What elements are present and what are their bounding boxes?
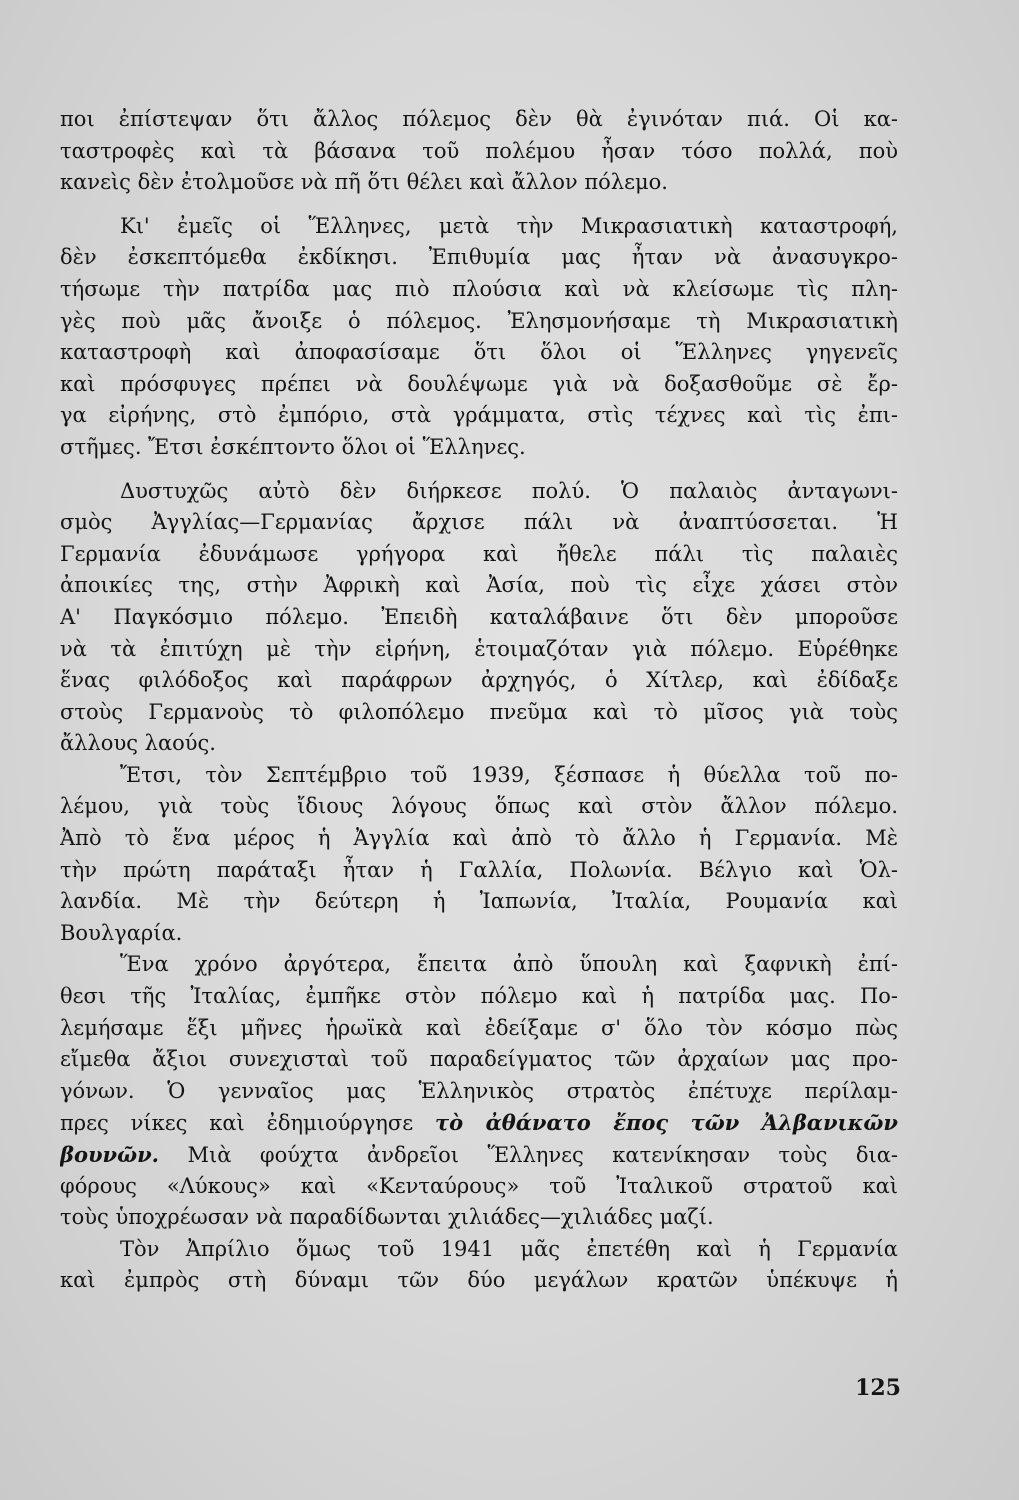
text-line: Κι' ἐμεῖς οἱ Ἕλληνες, μετὰ τὴν Μικρασιατικὴ καταστροφή, [120, 213, 898, 238]
text-line: ποι ἐπίστεψαν ὅτι ἄλλος πόλεμος δὲν θὰ ἐγινόταν πιά. Οἱ κα- [60, 107, 898, 131]
text-line: καὶ ἐμπρὸς στὴ δύναμι τῶν δύο μεγάλων κρατῶν ὑπέκυψε ἡ [60, 1268, 898, 1293]
text-line: λέμου, γιὰ τοὺς ἴδιους λόγους ὅπως καὶ στὸν ἄλλον πόλεμο. [60, 794, 898, 819]
text-line: λανδία. Μὲ τὴν δεύτερη ἡ Ἰαπωνία, Ἰταλία, Ρουμανία καὶ [60, 889, 898, 914]
text-line: κανεὶς δὲν ἐτολμοῦσε νὰ πῆ ὅτι θέλει καὶ ἄλλον πόλεμο. [60, 170, 668, 195]
emphasized-phrase: βουνῶν. [60, 1142, 159, 1167]
text-line [60, 1139, 898, 1171]
text-run: πρες νίκες καὶ ἐδημιούργησε [60, 1111, 435, 1136]
text-line: τὴν πρώτη παράταξι ἦταν ἡ Γαλλία, Πολωνία. Βέλγιο καὶ Ὁλ- [60, 857, 898, 882]
text-line: Α' Παγκόσμιο πόλεμο. Ἐπειδὴ καταλάβαινε ὅτι δὲν μποροῦσε [60, 604, 898, 629]
text-line: ἄλλους λαούς. [60, 731, 216, 756]
text-line: εἴμεθα ἄξιοι συνεχισταὶ τοῦ παραδείγματος τῶν ἀρχαίων μας προ- [60, 1047, 898, 1072]
text-line: Ἀπὸ τὸ ἕνα μέρος ἡ Ἀγγλία καὶ ἀπὸ τὸ ἄλλο ἡ Γερμανία. Μὲ [60, 826, 898, 851]
text-line: τήσωμε τὴν πατρίδα μας πιὸ πλούσια καὶ νὰ κλείσωμε τὶς πλη- [60, 276, 898, 301]
text-line: γα εἰρήνης, στὸ ἐμπόριο, στὰ γράμματα, στὶς τέχνες καὶ τὶς ἐπι- [60, 403, 898, 428]
text-line: Βουλγαρία. [60, 920, 183, 945]
text-line: Ἕνα χρόνο ἀργότερα, ἔπειτα ἀπὸ ὕπουλη καὶ ξαφνικὴ ἐπί- [120, 952, 898, 977]
text-line: στοὺς Γερμανοὺς τὸ φιλοπόλεμο πνεῦμα καὶ τὸ μῖσος γιὰ τοὺς [60, 699, 898, 724]
text-line: δὲν ἐσκεπτόμεθα ἐκδίκησι. Ἐπιθυμία μας ἦταν νὰ ἀνασυγκρο- [60, 245, 898, 270]
text-line: φόρους «Λύκους» καὶ «Κενταύρους» τοῦ Ἰταλικοῦ στρατοῦ καὶ [60, 1173, 898, 1198]
text-line [60, 1107, 898, 1139]
text-line: Τὸν Ἀπρίλιο ὅμως τοῦ 1941 μᾶς ἐπετέθη καὶ ἡ Γερμανία [120, 1236, 898, 1261]
text-line: γόνων. Ὁ γενναῖος μας Ἑλληνικὸς στρατὸς ἐπέτυχε περίλαμ- [60, 1078, 898, 1103]
page-number: 125 [855, 1375, 901, 1401]
text-line: καὶ πρόσφυγες πρέπει νὰ δουλέψωμε γιὰ νὰ δοξασθοῦμε σὲ ἔρ- [60, 371, 898, 396]
text-line: νὰ τὰ ἐπιτύχη μὲ τὴν εἰρήνη, ἑτοιμαζόταν γιὰ πόλεμο. Εὑρέθηκε [60, 636, 898, 661]
text-line: Ἔτσι, τὸν Σεπτέμβριο τοῦ 1939, ξέσπασε ἡ θύελλα τοῦ πο- [120, 762, 898, 787]
body-text [60, 104, 898, 1297]
text-line: στῆμες. Ἔτσι ἐσκέπτοντο ὅλοι οἱ Ἕλληνες. [60, 434, 526, 459]
text-line: ἕνας φιλόδοξος καὶ παράφρων ἀρχηγός, ὁ Χίτλερ, καὶ ἐδίδαξε [60, 668, 898, 693]
text-line: Δυστυχῶς αὐτὸ δὲν διήρκεσε πολύ. Ὁ παλαιὸς ἀνταγωνι- [120, 478, 898, 503]
text-line: καταστροφὴ καὶ ἀποφασίσαμε ὅτι ὅλοι οἱ Ἕλληνες γηγενεῖς [60, 340, 898, 365]
text-line: ταστροφὲς καὶ τὰ βάσανα τοῦ πολέμου ἦσαν τόσο πολλά, ποὺ [60, 138, 898, 163]
text-line: σμὸς Ἀγγλίας—Γερμανίας ἄρχισε πάλι νὰ ἀναπτύσσεται. Ἡ [60, 510, 898, 535]
text-line: τοὺς ὑποχρέωσαν νὰ παραδίδωνται χιλιάδες—χιλιάδες μαζί. [60, 1205, 714, 1230]
text-line: λεμήσαμε ἕξι μῆνες ἡρωϊκὰ καὶ ἐδείξαμε σ' ὅλο τὸν κόσμο πὼς [60, 1015, 898, 1040]
text-line: θεσι τῆς Ἰταλίας, ἐμπῆκε στὸν πόλεμο καὶ ἡ πατρίδα μας. Πο- [60, 984, 898, 1009]
text-run: Μιὰ φούχτα ἀνδρεῖοι Ἕλληνες κατενίκησαν τοὺς δια- [158, 1143, 898, 1167]
text-line: Γερμανία ἐδυνάμωσε γρήγορα καὶ ἤθελε πάλι τὶς παλαιὲς [60, 541, 898, 566]
emphasized-phrase: τὸ ἀθάνατο ἔπος τῶν Ἀλβανικῶν [434, 1110, 898, 1136]
text-line: ἀποικίες της, στὴν Ἀφρικὴ καὶ Ἀσία, ποὺ τὶς εἶχε χάσει στὸν [60, 573, 898, 598]
text-line: γὲς ποὺ μᾶς ἄνοιξε ὁ πόλεμος. Ἐλησμονήσαμε τὴ Μικρασιατικὴ [60, 308, 898, 333]
